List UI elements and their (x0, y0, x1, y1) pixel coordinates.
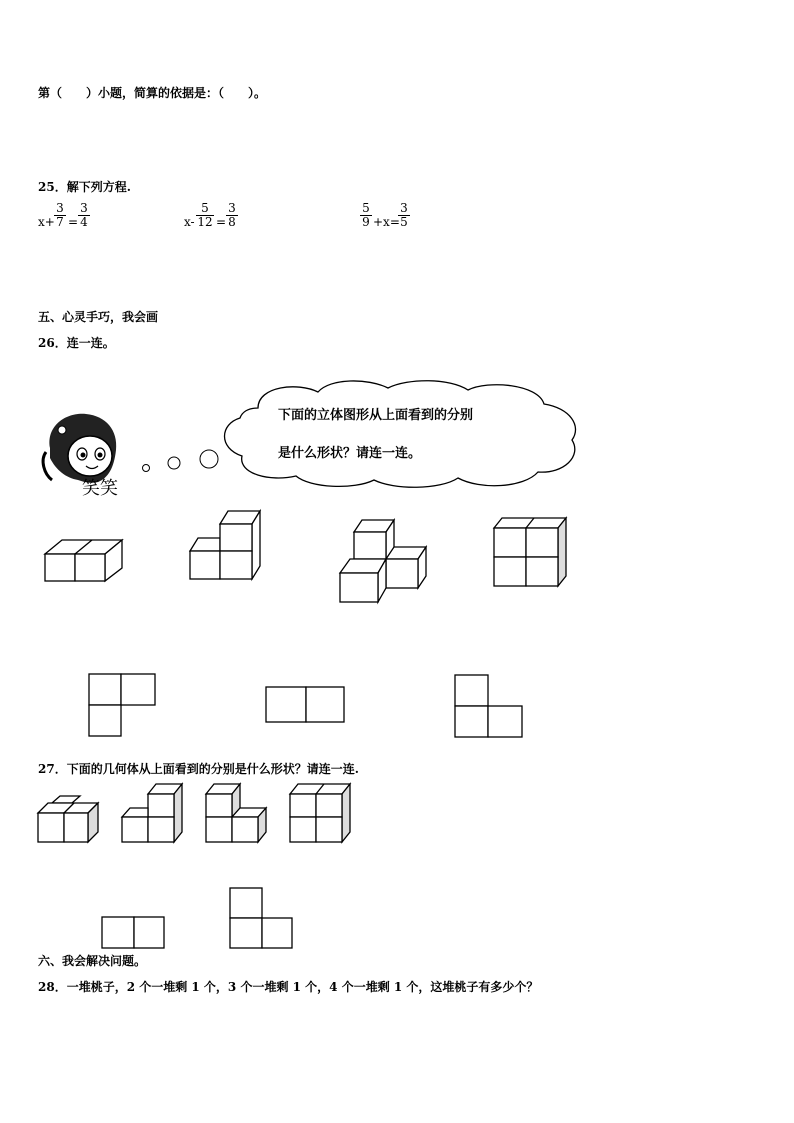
fill-in-line: 第（ ）小题，简算的依据是：（ ）。 (38, 86, 267, 100)
eq2-f2-den: 8 (226, 215, 238, 229)
question-25-title: 25．解下列方程. (38, 180, 131, 194)
eq2-prefix: x- (184, 215, 195, 229)
solid-figure-1 (42, 526, 124, 584)
section-6-heading: 六、我会解决问题。 (38, 954, 147, 968)
section-5-heading: 五、心灵手巧，我会画 (38, 310, 159, 324)
top-view-shape-3 (453, 673, 525, 739)
solid-figure-2 (188, 508, 264, 582)
solid-figure-3 (338, 518, 430, 606)
eq1-equals: = (68, 215, 79, 229)
eq3-fraction-1 (360, 202, 372, 229)
eq1-fraction-1 (54, 202, 66, 229)
eq1-f1-den: 7 (54, 215, 66, 229)
eq1-f1-num: 3 (56, 201, 64, 215)
eq2-fraction-2 (226, 202, 238, 229)
eq1-f2-num: 3 (80, 201, 88, 215)
q27-solid-2 (120, 782, 186, 844)
cloud-line-2: 是什么形状？请连一连。 (278, 446, 422, 461)
eq3-fraction-2 (398, 202, 410, 229)
eq1-f2-den: 4 (78, 215, 90, 229)
q27-solid-4 (288, 782, 354, 844)
eq3-f1-den: 9 (360, 215, 372, 229)
eq3-f2-num: 3 (400, 201, 408, 215)
eq1-fraction-2 (78, 202, 90, 229)
speech-cloud (218, 378, 582, 490)
girl-label: 笑笑 (82, 478, 118, 499)
q27-solid-3 (204, 782, 270, 844)
q27-top-view-1 (100, 915, 168, 951)
eq2-fraction-1 (196, 202, 214, 229)
top-view-shape-1 (87, 672, 159, 738)
eq2-f2-num: 3 (228, 201, 236, 215)
eq2-equals: = (216, 215, 227, 229)
eq1-prefix: x+ (38, 215, 55, 229)
q27-top-view-2 (228, 886, 296, 952)
q27-solid-1 (36, 798, 102, 846)
cloud-line-1: 下面的立体图形从上面看到的分别 (278, 408, 474, 423)
question-28-title: 28．一堆桃子，2 个一堆剩 1 个，3 个一堆剩 1 个，4 个一堆剩 1 个，这堆桃子有多少个？ (38, 980, 539, 994)
question-27-title: 27．下面的几何体从上面看到的分别是什么形状？请连一连. (38, 762, 359, 776)
eq2-f1-den: 12 (197, 215, 213, 229)
solid-figure-4 (490, 516, 570, 590)
eq3-middle: +x= (373, 215, 400, 229)
eq3-f2-den: 5 (398, 215, 410, 229)
eq3-f1-num: 5 (362, 201, 370, 215)
question-26-title: 26．连一连。 (38, 336, 115, 350)
eq2-f1-num: 5 (201, 201, 209, 215)
thought-bubbles (140, 448, 220, 478)
top-view-shape-2 (264, 685, 348, 725)
